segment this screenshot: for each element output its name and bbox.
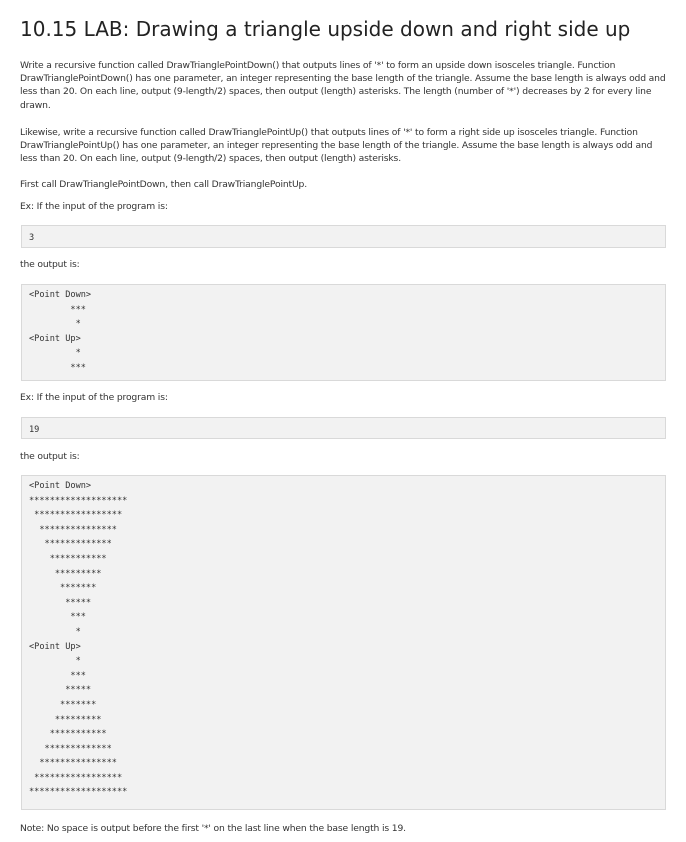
example1-output-label: the output is: [20, 259, 80, 270]
description-paragraph-point-down: Write a recursive function called DrawTrianglePointDown() that outputs lines of '*' to form an upside down isosceles triangle. Function DrawTrianglePointDown() has one parameter, an integer representing the base length of the triangle. Assume the base length is always odd and less than 20. On each line, output (9-length/2) spaces, then output (length) asterisks. The length (number of '*') decreases by 2 for every line drawn. [20, 60, 666, 111]
example1-input-text: 3 [29, 233, 35, 243]
example1-input-label: Ex: If the input of the program is: [20, 201, 168, 212]
example1-output-box [21, 284, 666, 381]
page-title: 10.15 LAB: Drawing a triangle upside down and right side up [20, 17, 631, 41]
description-paragraph-point-up: Likewise, write a recursive function called DrawTrianglePointUp() that outputs lines of '*' to form a right side up isosceles triangle. Function DrawTrianglePointUp() has one parameter, an integer representing the base length of the triangle. Assume the base length is always odd and less than 20. On each line, output (9-length/2) spaces, then output (length) asterisks. [20, 127, 653, 165]
example1-input-box [21, 225, 666, 248]
call-order-paragraph: First call DrawTrianglePointDown, then call DrawTrianglePointUp. [20, 179, 308, 190]
example2-output-text: <Point Down> ******************* ***************** *************** ************* *********** ********* ******* ***** *** * <Point Up> * *** ***** ******* ********* *********** ************* *************** ***************** ******************* [29, 481, 128, 798]
example2-input-label: Ex: If the input of the program is: [20, 392, 168, 403]
example2-output-label: the output is: [20, 451, 80, 462]
example2-input-text: 19 [29, 425, 40, 435]
example1-output-text: <Point Down> *** * <Point Up> * *** [29, 290, 92, 373]
note-paragraph: Note: No space is output before the first '*' on the last line when the base length is 19. [20, 823, 406, 834]
example2-output-box [21, 475, 666, 810]
example2-input-box [21, 417, 666, 439]
